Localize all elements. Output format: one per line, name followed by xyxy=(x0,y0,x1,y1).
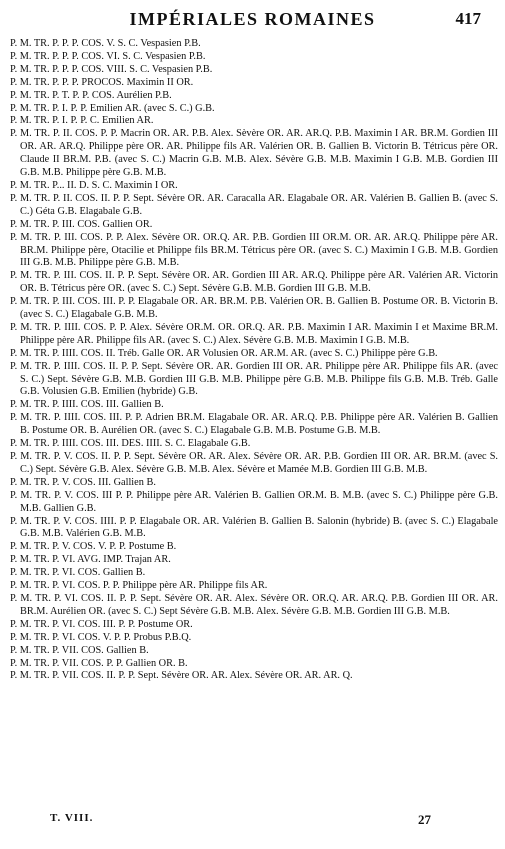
coin-entry: P. M. TR. P. IIII. COS. III. P. P. Adrien BR.M. Elagabale OR. AR. AR.Q. P.B. Philippe père AR. Valérien B. Gallien B. Postume OR. B. Aurélien OR. (avec S. C.) Elagabale G.B. M.B. Postume G.B. M.B. xyxy=(10,412,498,437)
coin-entry: P. M. TR. P. IIII. COS. III. Gallien B. xyxy=(10,399,164,411)
coin-entry: P. M. TR. P. VI. COS. III. P. P. Postume OR. xyxy=(10,618,193,630)
coin-entry: P. M. TR. P. T. P. P. COS. Aurélien P.B. xyxy=(10,89,172,101)
coin-entry: P. M. TR. P. III. COS. II. P. P. Sept. Sévère OR. AR. Gordien III AR. AR.Q. Philippe père AR. Valérien AR. Victorin OR. B. Tétricus père OR. (avec S. C.) Sept. Sévère G.B. M.B. Gordien III G.B. M.B. xyxy=(10,270,498,295)
coin-entry: P. M. TR. P... II. D. S. C. Maximin I OR. xyxy=(10,179,178,191)
page-title: IMPÉRIALES ROMAINES xyxy=(129,9,376,29)
coin-entry: P. M. TR. P. P. P. COS. VIII. S. C. Vespasien P.B. xyxy=(10,63,213,75)
page-number: 417 xyxy=(455,9,481,28)
coin-entry: P. M. TR. P. VI. COS. P. P. Philippe père AR. Philippe fils AR. xyxy=(10,580,268,592)
coin-entry: P. M. TR. P. V. COS. III P. P. Philippe père AR. Valérien B. Gallien OR.M. B. M.B. (avec S. C.) Philippe père G.B. M.B. Gallien G.B. xyxy=(10,489,498,514)
coin-entry: P. M. TR. P. VI. AVG. IMP. Trajan AR. xyxy=(10,554,171,566)
coin-entry: P. M. TR. P. II. COS. P. P. Macrin OR. AR. P.B. Alex. Sèvère OR. AR. AR.Q. P.B. Maximin I AR. BR.M. Gordien III OR. AR. AR.Q. Philippe père OR. AR. Philippe fils AR. Valérien OR. B. Gallien B. Victorin B. Tétricus père OR. Claude II BR.M. P.B. (avec S. C.) Macrin G.B. M.B. Alex. Sévère G.B. M.B. Maximin I G.B. M.B. Gordien III G.B. M.B. Philippe père G.B. M.B. xyxy=(10,128,498,179)
page-footer xyxy=(0,812,505,830)
coin-entry: P. M. TR. P. IIII. COS. II. Tréb. Galle OR. AR Volusien OR. AR.M. AR. (avec S. C.) Philippe père G.B. xyxy=(10,347,438,359)
coin-entry: P. M. TR. P. V. COS. III. Gallien B. xyxy=(10,476,156,488)
signature-mark: T. VIII. xyxy=(50,812,94,824)
coin-entry: P. M. TR. P. VII. COS. II. P. P. Sept. Sévère OR. AR. Alex. Sévère OR. AR. AR. Q. xyxy=(10,670,353,682)
coin-entry: P. M. TR. P. V. COS. IIII. P. P. Elagabale OR. AR. Valérien B. Gallien B. Salonin (hybride) B. (avec S. C.) Elagabale G.B. M.B. Valérien G.B. M.B. xyxy=(10,515,498,540)
coin-entry: P. M. TR. P. III. COS. P. P. Alex. Sévère OR. OR.Q. AR. P.B. Gordien III OR.M. OR. AR. AR.Q. Philippe père AR. BR.M. Philippe père, Otacilie et Philippe fils BR.M. Tétricus père OR. (avec S. C.) Maximin I G.B. M.B. Gordien III G.B. M.B. Philippe père G.B. M.B. xyxy=(10,231,498,269)
coin-entry: P. M. TR. P. IIII. COS. III. DES. IIII. S. C. Elagabale G.B. xyxy=(10,438,251,450)
coin-entry: P. M. TR. P. IIII. COS. P. P. Alex. Sévère OR.M. OR. OR.Q. AR. P.B. Maximin I AR. Maximin I et Maxime BR.M. Philippe père AR. Philippe fils AR. (avec S. C.) Alex. Sévère G.B. M.B. Maximin I G.B. M.B. xyxy=(10,321,498,346)
coin-entry: P. M. TR. P. VI. COS. Gallien B. xyxy=(10,567,146,579)
coin-entry: P. M. TR. P. VII. COS. P. P. Gallien OR. B. xyxy=(10,657,188,669)
coin-entry: P. M. TR. P. IIII. COS. II. P. P. Sept. Sévère OR. AR. Gordien III OR. AR. Philippe père AR. Philippe fils AR. (avec S. C.) Sept. Sévère G.B. M.B. Gordien III G.B. M.B. Philippe père G.B. M.B. Philippe fils G.B. M.B. Tréb. Galle G.B. Volusien G.B. Emilien (hybride) G.B. xyxy=(10,360,498,398)
coin-entry: P. M. TR. P. III. COS. Gallien OR. xyxy=(10,218,153,230)
coin-entry: P. M. TR. P. P. P. COS. VI. S. C. Vespasien P.B. xyxy=(10,50,206,62)
coin-entry: P. M. TR. P. VI. COS. II. P. P. Sept. Sévère OR. AR. Alex. Sévère OR. OR.Q. AR. AR.Q. P.B. Gordien III OR. AR. BR.M. Aurélien OR. (avec S. C.) Sept Sévère G.B. M.B. Alex. Sévère G.B. M.B. Gordien III G.B. M.B. xyxy=(10,592,498,617)
coin-entry: P. M. TR. P. P. P. COS. V. S. C. Vespasien P.B. xyxy=(10,38,201,49)
coin-entry: P. M. TR. P. P. P. PROCOS. Maximin II OR. xyxy=(10,76,194,88)
coin-entry: P. M. TR. P. III. COS. III. P. P. Elagabale OR. AR. BR.M. P.B. Valérien OR. B. Gallien B. Postume OR. B. Victorin B. (avec S. C.) Elagabale G.B. M.B. xyxy=(10,296,498,321)
body-text xyxy=(10,38,498,683)
coin-entry: P. M. TR. P. V. COS. V. P. P. Postume B. xyxy=(10,541,177,553)
coin-entry: P. M. TR. P. VI. COS. V. P. P. Probus P.B.Q. xyxy=(10,631,192,643)
running-head xyxy=(0,8,505,32)
coin-entry: P. M. TR. P. I. P. P. C. Emilien AR. xyxy=(10,115,154,127)
coin-entry: P. M. TR. P. V. COS. II. P. P. Sept. Sévère OR. AR. Alex. Sévère OR. AR. P.B. Gordien III OR. AR. BR.M. (avec S. C.) Sept. Sévère G.B. Alex. Sévère G.B. M.B. Alex. Sévère et Mamée M.B. Gordien III G.B. M.B. xyxy=(10,451,498,475)
coin-entry: P. M. TR. P. VII. COS. Gallien B. xyxy=(10,644,149,656)
coin-entry: P. M. TR. P. II. COS. II. P. P. Sept. Sévère OR. AR. Caracalla AR. Elagabale OR. AR. Valérien B. Gallien B. (avec S. C.) Géta G.B. Elagabale G.B. xyxy=(10,192,498,217)
coin-entry: P. M. TR. P. I. P. P. Emilien AR. (avec S. C.) G.B. xyxy=(10,102,215,114)
sheet-number: 27 xyxy=(418,812,431,827)
